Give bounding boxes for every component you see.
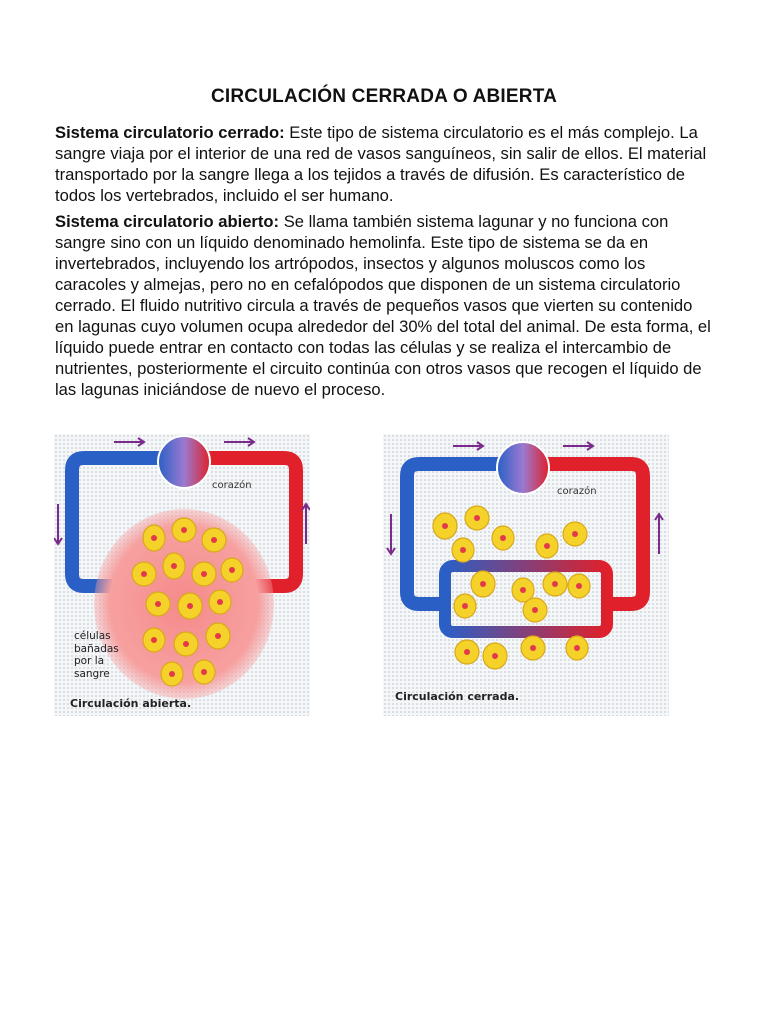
figure-caption: Circulación abierta. (70, 697, 192, 710)
closed-circulation-diagram (383, 434, 669, 716)
figure-closed-circulation (383, 434, 669, 716)
heart (497, 442, 549, 494)
figure-caption: Circulación cerrada. (395, 690, 520, 703)
term-open-system: Sistema circulatorio abierto: (55, 212, 280, 231)
heart (158, 436, 210, 488)
cells (433, 506, 590, 669)
cell-label-line: células (74, 630, 111, 642)
flow-arrow (387, 514, 395, 554)
flow-arrow (114, 438, 144, 446)
cell-label-line: bañadas (74, 642, 119, 655)
text-open-system: Se llama también sistema lagunar y no funciona con sangre sino con un líquido denominado hemolinfa. Este tipo de sistema se da en invertebrados, incluyendo los artrópodos, insectos y algunos moluscos como los caracoles y almejas, pero no en cefalópodos que disponen de un sistema circulatorio cerrado. El fluido nutritivo circula a través de pequeños vasos que vierten su contenido en lagunas cuyo volumen ocupa alrededor del 30% del total del animal. De esta forma, el líquido puede entrar en contacto con todas las células y se realiza el intercambio de nutrientes, posteriormente el circuito continúa con otros vasos que recogen el líquido de las lagunas iniciándose de nuevo el proceso. (55, 212, 711, 399)
page-title: CIRCULACIÓN CERRADA O ABIERTA (210, 86, 558, 107)
cell-label-line: por la (74, 655, 105, 667)
term-closed-system: Sistema circulatorio cerrado: (55, 123, 285, 142)
figure-open-circulation (54, 434, 310, 716)
flow-arrow (655, 514, 663, 554)
cell-label (74, 630, 119, 680)
flow-arrow (54, 504, 62, 544)
flow-arrow (453, 442, 483, 450)
paragraph-closed-system (55, 122, 715, 206)
flow-arrow (224, 438, 254, 446)
heart-label: corazón (557, 486, 597, 497)
paragraph-open-system (55, 211, 715, 400)
cell-label-line: sangre (74, 667, 110, 680)
flow-arrow (302, 504, 310, 544)
heart-label: corazón (212, 480, 252, 491)
text-closed-system: Este tipo de sistema circulatorio es el más complejo. La sangre viaja por el interior de una red de vasos sanguíneos, sin salir de ellos. El material transportado por la sangre llega a los tejidos a través de difusión. Es característico de todos los vertebrados, incluido el ser humano. (55, 123, 707, 205)
flow-arrow (563, 442, 593, 450)
